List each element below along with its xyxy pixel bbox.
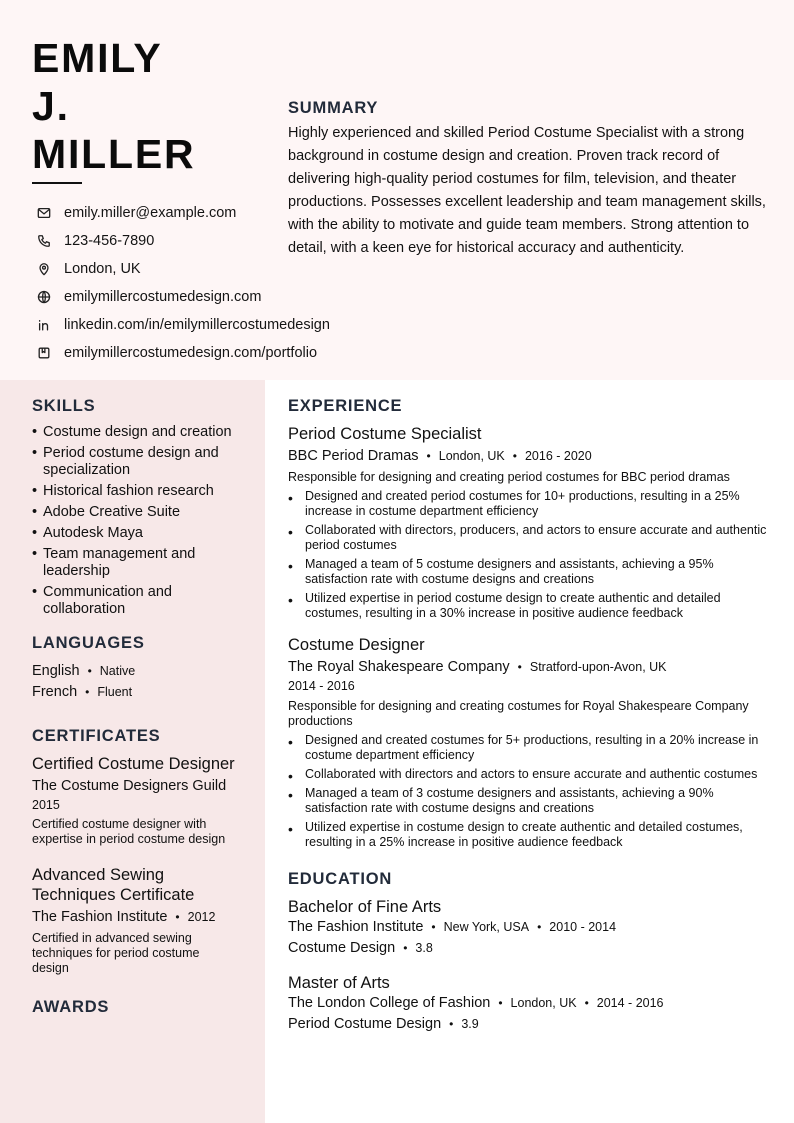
name-line-middle: J.	[32, 83, 70, 129]
right-column	[288, 397, 768, 1049]
certificate-item	[32, 754, 237, 847]
job-bullet: • Designed and created period costumes for 10+ productions, resulting in a 25% increase in costume department efficiency	[288, 489, 768, 519]
certificate-year: 2012	[187, 910, 216, 924]
job-location: London, UK	[438, 449, 505, 463]
certificate-desc: Certified costume designer with expertise in period costume design	[32, 817, 226, 846]
degree-title: Bachelor of Fine Arts	[288, 898, 442, 916]
job-entry	[288, 635, 768, 850]
language-name: English	[32, 663, 80, 679]
contact-portfolio-text: emilymillercostumedesign.com/portfolio	[64, 345, 318, 361]
summary-heading: SUMMARY	[288, 99, 379, 117]
skill-item: • Autodesk Maya	[32, 525, 237, 542]
language-name: French	[32, 684, 78, 700]
language-level: Native	[99, 664, 136, 678]
contact-linkedin-text: linkedin.com/in/emilymillercostumedesign	[64, 317, 330, 333]
job-company: BBC Period Dramas	[288, 448, 419, 464]
job-dates: 2016 - 2020	[524, 449, 592, 463]
certificate-org: The Fashion Institute	[32, 909, 168, 925]
certificate-title: Advanced Sewing Techniques Certificate	[32, 866, 195, 904]
experience-heading: EXPERIENCE	[288, 397, 403, 415]
skills-list	[32, 424, 237, 618]
job-location: Stratford-upon-Avon, UK	[529, 660, 667, 674]
job-bullet: • Designed and created costumes for 5+ productions, resulting in a 20% increase in costume department efficiency	[288, 733, 768, 763]
job-bullet: • Collaborated with directors and actors to ensure accurate and authentic costumes	[288, 767, 768, 782]
job-company: The Royal Shakespeare Company	[288, 659, 510, 675]
education-heading: EDUCATION	[288, 870, 393, 888]
certificate-org-line: The Fashion Institute • 2012	[32, 909, 216, 925]
certificate-year: 2015	[32, 798, 60, 812]
job-description: Responsible for designing and creating costumes for Royal Shakespeare Company productions	[288, 699, 749, 728]
name-line-last: MILLER	[32, 131, 196, 177]
linkedin-icon	[32, 313, 56, 337]
contact-portfolio[interactable]	[32, 339, 372, 367]
job-meta: The Royal Shakespeare Company • Stratford-upon-Avon, UK	[288, 659, 667, 675]
school-name: The Fashion Institute	[288, 919, 424, 935]
degree-title: Master of Arts	[288, 974, 390, 992]
field-of-study: Period Costume Design	[288, 1016, 442, 1032]
contact-website[interactable]	[32, 283, 372, 311]
job-description: Responsible for designing and creating period costumes for BBC period dramas	[288, 470, 730, 484]
contact-linkedin[interactable]	[32, 311, 372, 339]
location-pin-icon	[32, 257, 56, 281]
contact-phone-text: 123-456-7890	[64, 233, 155, 249]
skill-item: • Adobe Creative Suite	[32, 504, 237, 521]
certificate-desc: Certified in advanced sewing techniques for period costume design	[32, 931, 200, 975]
globe-icon	[32, 285, 56, 309]
skills-section	[32, 397, 237, 618]
skills-heading: SKILLS	[32, 397, 96, 415]
awards-heading: AWARDS	[32, 998, 110, 1016]
summary-section	[288, 99, 768, 260]
gpa: 3.9	[461, 1017, 479, 1031]
name-line-first: EMILY	[32, 35, 163, 81]
education-dates: 2010 - 2014	[549, 920, 617, 934]
certificates-heading: CERTIFICATES	[32, 727, 161, 745]
education-dates: 2014 - 2016	[596, 996, 664, 1010]
education-entry	[288, 973, 768, 1035]
skill-item: • Team management and leadership	[32, 546, 237, 580]
languages-heading: LANGUAGES	[32, 634, 145, 652]
skill-item: • Period costume design and specialization	[32, 445, 237, 479]
contact-website-text: emilymillercostumedesign.com	[64, 289, 262, 305]
school-location: London, UK	[510, 996, 577, 1010]
mail-icon	[32, 201, 56, 225]
education-entry	[288, 897, 768, 959]
phone-icon	[32, 229, 56, 253]
languages-section	[32, 634, 237, 703]
skill-item: • Costume design and creation	[32, 424, 237, 441]
job-dates: 2014 - 2016	[288, 679, 355, 693]
job-bullets	[288, 489, 768, 621]
job-entry	[288, 424, 768, 621]
job-bullets	[288, 733, 768, 850]
summary-text: Highly experienced and skilled Period Costume Specialist with a strong background in costume design and creation. Proven track record of delivering high-quality period costumes for film, television, and theater productions. Possesses excellent leadership and team management skills, with the ability to motivate and guide team members. Strong attention to detail, with a keen eye for historical accuracy and authenticity.	[288, 125, 766, 256]
job-bullet: • Utilized expertise in costume design to create authentic and detailed costumes, resulting in a 25% increase in positive audience feedback	[288, 820, 768, 850]
gpa: 3.8	[415, 941, 433, 955]
certificates-section	[32, 727, 237, 976]
job-bullet: • Managed a team of 5 costume designers and assistants, achieving a 95% satisfaction rate with costume designs and creations	[288, 557, 768, 587]
skill-item: • Communication and collaboration	[32, 584, 237, 618]
language-item: English • Native	[32, 663, 136, 679]
language-item: French • Fluent	[32, 684, 133, 700]
education-field-line: Costume Design • 3.8	[288, 940, 433, 956]
job-bullet: • Managed a team of 3 costume designers and assistants, achieving a 90% satisfaction rate with costume designs and creations	[288, 786, 768, 816]
contact-email-text: emily.miller@example.com	[64, 205, 237, 221]
field-of-study: Costume Design	[288, 940, 396, 956]
candidate-name	[32, 34, 252, 178]
skill-item: • Historical fashion research	[32, 483, 237, 500]
name-divider	[32, 182, 82, 184]
school-name: The London College of Fashion	[288, 995, 491, 1011]
education-meta: The London College of Fashion • London, UK • 2014 - 2016	[288, 995, 664, 1011]
certificate-title: Certified Costume Designer	[32, 755, 235, 773]
school-location: New York, USA	[443, 920, 530, 934]
job-title: Period Costume Specialist	[288, 425, 482, 443]
education-meta: The Fashion Institute • New York, USA • 2010 - 2014	[288, 919, 617, 935]
language-level: Fluent	[97, 685, 133, 699]
left-column	[32, 397, 237, 1033]
education-field-line: Period Costume Design • 3.9	[288, 1016, 479, 1032]
awards-section	[32, 998, 237, 1017]
job-title: Costume Designer	[288, 636, 425, 654]
portfolio-icon	[32, 341, 56, 365]
certificate-org: The Costume Designers Guild	[32, 778, 227, 794]
job-bullet: • Collaborated with directors, producers, and actors to ensure accurate and authentic period costumes	[288, 523, 768, 553]
job-bullet: • Utilized expertise in period costume design to create authentic and detailed costumes, resulting in a 30% increase in positive audience feedback	[288, 591, 768, 621]
certificate-item	[32, 865, 237, 976]
contact-location-text: London, UK	[64, 261, 141, 277]
job-meta: BBC Period Dramas • London, UK • 2016 - 2020	[288, 448, 592, 464]
